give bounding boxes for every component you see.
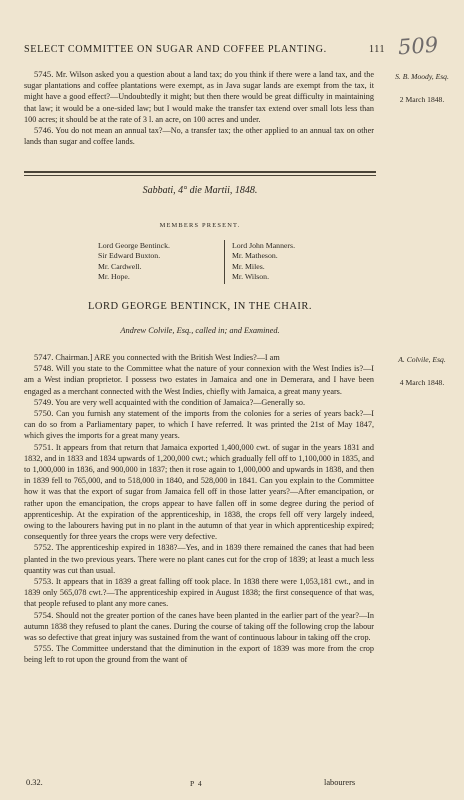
witness-called-line: Andrew Colvile, Esq., called in; and Examined.: [120, 326, 280, 335]
main-paragraphs: [24, 352, 374, 666]
footer-catchword: labourers: [324, 778, 356, 787]
member-name: Mr. Miles.: [232, 261, 265, 271]
paragraph-5746: 5746. You do not mean an annual tax?—No, a transfer tax; the other applied to an annual tax on other lands than sugar and coffee lands.: [24, 125, 375, 147]
members-divider: [224, 240, 225, 284]
margin-date-1: 2 March 1848.: [399, 95, 445, 104]
top-paragraphs: [24, 69, 374, 147]
paragraph-5747: 5747. Chairman.] ARE you connected with the British West Indies?—I am: [34, 352, 280, 362]
paragraph-5749: 5749. You are very well acquainted with the condition of Jamaica?—Generally so.: [34, 396, 306, 407]
members-list-right: [232, 241, 295, 283]
sitting-date-heading: Sabbati, 4° die Martii, 1848.: [142, 185, 258, 196]
member-name: Lord John Manners.: [232, 241, 296, 250]
footer-printer-mark: 0.32.: [26, 778, 43, 787]
paragraph-5751: 5751. It appears from that return that Jamaica exported 1,400,000 cwt. of sugar in the years 1831 and 1832, and in 1833 and 1834 upwards of 1,200,000 cwt.; which gradually fell off to 1,100,000 in 1835, and to 1,000,000 in 1836, and 900,000 in 1837; then it rose again to 1,000,000 and upwards in 1838, and then in 1839 fell to 765,000, and to 518,000 in 1840, and 528,000 in 1841. Can you explain to the Committee how it was that the export of sugar from Jamaica fell off in those latter years?—After emancipation, or rather upon the emancipation, the crops appear to have fallen off in some degree during the period of apprenticeship. At the expiration of the apprenticeship, in 1838, the crops fell off very largely indeed, owing to the labourers having put in no plant in the autumn of that year in which apprenticeship expired; consequently for three years the crops were very defective.: [24, 441, 374, 542]
running-header: [24, 44, 384, 55]
header-title: SELECT COMMITTEE ON SUGAR AND COFFEE PLANTING.: [24, 44, 327, 55]
paragraph-5750: 5750. Can you furnish any statement of the imports from the colonies for a series of years back?—I can do so from a Parliamentary paper, to which I have referred. It was printed the 21st of May 1847, which gives the imports for a great many years.: [24, 408, 375, 441]
member-name: Mr. Wilson.: [232, 272, 270, 282]
member-name: Mr. Hope.: [98, 272, 130, 282]
footer-signature-mark: P 4: [190, 779, 203, 788]
member-name: Lord George Bentinck.: [98, 241, 170, 250]
paragraph-5753: 5753. It appears that in 1839 a great falling off took place. In 1838 there were 1,053,181 cwt., and in 1839 only 565,078 cwt.?—The apprenticeship expired in August 1838; the first consequence of that was, that people refused to plant any more canes.: [24, 576, 374, 609]
paragraph-5752: 5752. The apprenticeship expired in 1838?—Yes, and in 1839 there remained the canes that had been planted in the two previous years. There were no plant canes cut for the crop of 1839; at least a much less quantity was cut than usual.: [24, 542, 375, 575]
paragraph-5755: 5755. The Committee understand that the diminution in the export of 1839 was more from the crop being left to rot upon the ground from the want of: [24, 643, 374, 665]
member-name: Sir Edward Buxton.: [98, 251, 161, 261]
members-list-left: [98, 241, 170, 283]
section-rule-thin: [24, 175, 376, 176]
handwritten-folio-number: 509: [397, 32, 439, 60]
margin-date-2: 4 March 1848.: [399, 378, 445, 387]
chair-heading: LORD GEORGE BENTINCK, IN THE CHAIR.: [87, 301, 313, 312]
paragraph-5754: 5754. Should not the greater portion of the canes have been planted in the earlier part of the year?—In autumn 1838 they refused to plant the canes. During the course of taking off the following crop the labour was so defective that great injury was sustained from the want of continuous labour in taking off the crop.: [24, 609, 374, 643]
members-present-heading: MEMBERS PRESENT.: [159, 222, 241, 229]
paragraph-5748: 5748. Will you state to the Committee what the nature of your connexion with the West Indies is?—I am a West indian proprietor. I possess two estates in Jamaica and one in Demerara, and I have been engaged as a merchant connected with the West Indies, chiefly with Jamaica, a great many years.: [24, 363, 374, 396]
margin-witness-2: A. Colvile, Esq.: [398, 355, 446, 364]
member-name: Mr. Matheson.: [232, 251, 278, 261]
section-rule-thick: [24, 171, 376, 173]
page-number: 111: [369, 44, 386, 55]
paragraph-5745: 5745. Mr. Wilson asked you a question about a land tax; do you think if there were a land tax, and the sugar plantations and coffee plantations were exempt, as in Java sugar lands are exempt from the tax, it might have a good effect?—Undoubtedly it might; but then there would be great difficulty in maintaining that law; it would be a one-sided law; but I would make the transfer tax extend over small lots less than 100 acres; it should be at the rate of 3 l. an acre, on 100 acres and under.: [24, 69, 374, 124]
margin-witness-1: S. B. Moody, Esq.: [395, 72, 449, 81]
member-name: Mr. Cardwell.: [98, 261, 142, 271]
